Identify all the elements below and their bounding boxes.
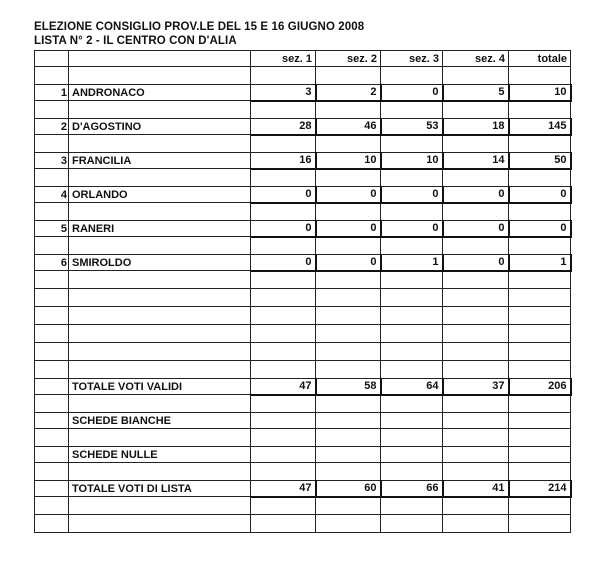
header-sez-4: sez. 4 (443, 51, 509, 67)
candidate-index: 2 (35, 119, 69, 135)
candidate-index: 5 (35, 221, 69, 237)
candidate-index: 6 (35, 255, 69, 271)
vote-cell: 18 (443, 119, 509, 135)
total-cell: 1 (509, 255, 571, 271)
candidate-name: D'AGOSTINO (69, 119, 251, 135)
valid-votes-total: 206 (509, 379, 571, 395)
empty-row (35, 361, 571, 379)
list-votes-cell: 60 (316, 481, 381, 497)
candidate-name: FRANCILIA (69, 153, 251, 169)
vote-cell: 0 (251, 187, 316, 203)
candidate-index: 4 (35, 187, 69, 203)
null-ballots-label: SCHEDE NULLE (69, 447, 251, 463)
spacer-row (35, 515, 571, 533)
candidate-index: 3 (35, 153, 69, 169)
valid-votes-cell: 64 (381, 379, 443, 395)
empty-row (35, 271, 571, 289)
vote-cell: 10 (316, 153, 381, 169)
spacer-row (35, 67, 571, 85)
candidate-name: SMIROLDO (69, 255, 251, 271)
empty-cell (35, 379, 69, 395)
vote-cell: 3 (251, 85, 316, 101)
empty-row (35, 343, 571, 361)
candidate-row (35, 187, 571, 203)
list-votes-row (35, 481, 571, 497)
null-ballots-row (35, 447, 571, 463)
blank-ballots-label: SCHEDE BIANCHE (69, 413, 251, 429)
list-votes-cell: 41 (443, 481, 509, 497)
list-votes-cell: 66 (381, 481, 443, 497)
list-votes-label: TOTALE VOTI DI LISTA (69, 481, 251, 497)
vote-cell: 0 (443, 187, 509, 203)
total-cell: 145 (509, 119, 571, 135)
vote-cell: 53 (381, 119, 443, 135)
vote-cell: 0 (381, 221, 443, 237)
header-sez-3: sez. 3 (381, 51, 443, 67)
blank-ballots-row (35, 413, 571, 429)
vote-cell: 10 (381, 153, 443, 169)
header-sez-1: sez. 1 (251, 51, 316, 67)
valid-votes-label: TOTALE VOTI VALIDI (69, 379, 251, 395)
vote-cell: 16 (251, 153, 316, 169)
vote-cell: 1 (381, 255, 443, 271)
empty-cell (35, 481, 69, 497)
document-title: ELEZIONE CONSIGLIO PROV.LE DEL 15 E 16 GIUGNO 2008 (34, 21, 365, 33)
valid-votes-cell: 47 (251, 379, 316, 395)
empty-cell (35, 447, 69, 463)
vote-cell: 46 (316, 119, 381, 135)
candidate-row (35, 85, 571, 101)
empty-row (35, 307, 571, 325)
vote-cell: 0 (443, 221, 509, 237)
spacer-row (35, 463, 571, 481)
candidate-name: ORLANDO (69, 187, 251, 203)
vote-cell: 0 (251, 255, 316, 271)
spacer-row (35, 135, 571, 153)
empty-row (35, 289, 571, 307)
valid-votes-cell: 37 (443, 379, 509, 395)
spacer-row (35, 101, 571, 119)
valid-votes-row (35, 379, 571, 395)
vote-cell: 5 (443, 85, 509, 101)
empty-cell (35, 51, 69, 67)
candidate-name: ANDRONACO (69, 85, 251, 101)
vote-cell: 14 (443, 153, 509, 169)
list-subtitle: LISTA N° 2 - IL CENTRO CON D'ALIA (34, 35, 237, 47)
results-table (34, 50, 572, 533)
candidate-row (35, 153, 571, 169)
spacer-row (35, 395, 571, 413)
spacer-row (35, 497, 571, 515)
vote-cell: 2 (316, 85, 381, 101)
candidate-row (35, 119, 571, 135)
header-totale: totale (509, 51, 571, 67)
list-votes-cell: 47 (251, 481, 316, 497)
total-cell: 10 (509, 85, 571, 101)
total-cell: 0 (509, 221, 571, 237)
vote-cell: 0 (381, 85, 443, 101)
vote-cell: 0 (316, 187, 381, 203)
candidate-row (35, 255, 571, 271)
vote-cell: 0 (316, 255, 381, 271)
spacer-row (35, 169, 571, 187)
valid-votes-cell: 58 (316, 379, 381, 395)
header-sez-2: sez. 2 (316, 51, 381, 67)
spacer-row (35, 429, 571, 447)
empty-cell (35, 413, 69, 429)
empty-row (35, 325, 571, 343)
vote-cell: 0 (251, 221, 316, 237)
header-row (35, 51, 571, 67)
list-votes-total: 214 (509, 481, 571, 497)
empty-cell (69, 51, 251, 67)
candidate-row (35, 221, 571, 237)
vote-cell: 0 (443, 255, 509, 271)
total-cell: 50 (509, 153, 571, 169)
vote-cell: 28 (251, 119, 316, 135)
candidate-name: RANERI (69, 221, 251, 237)
candidate-index: 1 (35, 85, 69, 101)
vote-cell: 0 (381, 187, 443, 203)
spacer-row (35, 237, 571, 255)
spacer-row (35, 203, 571, 221)
vote-cell: 0 (316, 221, 381, 237)
total-cell: 0 (509, 187, 571, 203)
